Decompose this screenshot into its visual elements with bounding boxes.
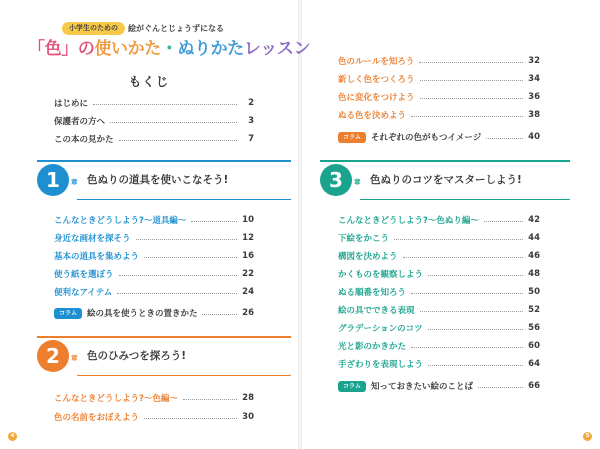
chapter-2-header — [37, 336, 291, 376]
toc-entry[interactable]: こんなときどうしよう?～道具編～ 10 — [54, 215, 254, 226]
toc-entry[interactable]: ぬる色を決めよう 38 — [338, 110, 540, 121]
chapter-1-header — [37, 160, 291, 200]
chapter-number: 2 — [37, 340, 69, 372]
toc-entry[interactable]: 色に変化をつけよう 36 — [338, 92, 540, 103]
toc-entry[interactable]: 基本の道具を集めよう 16 — [54, 251, 254, 262]
toc-heading: もくじ — [128, 74, 170, 89]
toc-entry[interactable]: 便利なアイテム 24 — [54, 287, 254, 298]
column-badge: コラム — [338, 132, 366, 143]
chapter-suffix: 章 — [354, 178, 361, 186]
toc-entry[interactable]: 新しく色をつくろう 34 — [338, 74, 540, 85]
toc-entry[interactable]: 使う紙を選ぼう 22 — [54, 269, 254, 280]
toc-column-entry[interactable]: コラム 絵の具を使うときの置きかた 26 — [54, 305, 254, 321]
chapter-3-header — [320, 160, 570, 200]
toc-entry[interactable]: グラデーションのコツ 56 — [338, 323, 540, 334]
title-part: 「色」 — [28, 39, 78, 59]
toc-entry[interactable]: この本の見かた 7 — [54, 134, 254, 145]
chapter-title: 色のひみつを探ろう! — [87, 350, 187, 362]
title-subtitle: 絵がぐんとじょうずになる — [128, 24, 224, 33]
chapter-suffix: 章 — [71, 354, 78, 362]
book-gutter — [298, 0, 302, 449]
page-number-right: 5 — [583, 432, 592, 441]
toc-entry[interactable]: 身近な画材を探そう 12 — [54, 233, 254, 244]
book-title — [28, 34, 310, 59]
title-part: レッスン — [243, 39, 311, 59]
toc-column-entry[interactable]: コラム それぞれの色がもつイメージ 40 — [338, 129, 540, 145]
chapter-number: 3 — [320, 164, 352, 196]
chapter-title: 色ぬりのコツをマスターしよう! — [370, 174, 522, 186]
chapter-suffix: 章 — [71, 178, 78, 186]
toc-entry[interactable]: 色のルールを知ろう 32 — [338, 56, 540, 67]
toc-entry[interactable]: 色の名前をおぼえよう 30 — [54, 412, 254, 423]
toc-column-entry[interactable]: コラム 知っておきたい絵のことば 66 — [338, 378, 540, 394]
toc-entry[interactable]: かくものを観察しよう 48 — [338, 269, 540, 280]
title-part: ・ — [160, 39, 178, 59]
toc-entry[interactable]: 構図を決めよう 46 — [338, 251, 540, 262]
chapter-number: 1 — [37, 164, 69, 196]
toc-entry[interactable]: こんなときどうしよう?～色ぬり編～ 42 — [338, 215, 540, 226]
column-badge: コラム — [54, 308, 82, 319]
toc-entry[interactable]: 光と影のかきかた 60 — [338, 341, 540, 352]
title-tag: 小学生のための — [62, 22, 125, 35]
toc-entry[interactable]: ぬる順番を知ろう 50 — [338, 287, 540, 298]
toc-entry[interactable]: はじめに 2 — [54, 98, 254, 109]
toc-entry[interactable]: 保護者の方へ 3 — [54, 116, 254, 127]
page-number-left: 4 — [8, 432, 17, 441]
title-part: の — [77, 39, 95, 59]
title-part: 使いかた — [94, 39, 161, 59]
toc-entry[interactable]: 絵の具でできる表現 52 — [338, 305, 540, 316]
chapter-title: 色ぬりの道具を使いこなそう! — [87, 174, 229, 186]
toc-entry[interactable]: こんなときどうしよう?～色編～ 28 — [54, 393, 254, 404]
toc-entry[interactable]: 手ざわりを表現しよう 64 — [338, 359, 540, 370]
toc-entry[interactable]: 下絵をかこう 44 — [338, 233, 540, 244]
column-badge: コラム — [338, 381, 366, 392]
title-part: ぬりかた — [177, 39, 244, 59]
